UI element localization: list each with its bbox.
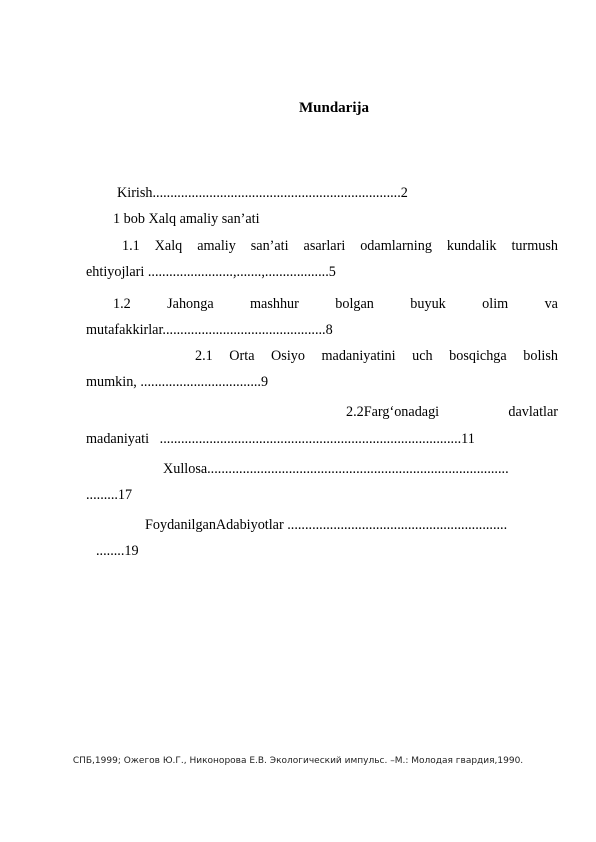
toc-entry-chapter-1: 1 bob Xalq amaliy san’ati [113,211,260,227]
toc-word: buyuk [410,296,446,312]
toc-word: 1.1 [122,238,140,254]
toc-entry-2-2-line1 [346,404,558,420]
toc-word: madaniyatini [321,348,396,364]
toc-word: Jahonga [167,296,214,312]
toc-entry-2-1-line2: mumkin, ..................................9 [86,374,269,390]
toc-word: 2.2Farg‘onadagi [346,404,440,420]
toc-word: bolish [523,348,558,364]
toc-entry-2-2-line2: madaniyati .....................................................................................11 [86,431,475,447]
toc-word: 1.2 [113,296,131,312]
toc-word: Osiyo [271,348,305,364]
toc-word: olim [482,296,509,312]
toc-entry-2-1-line1 [195,348,558,364]
toc-word: turmush [511,238,558,254]
toc-entry-xulosa-line1: Xullosa..................................................................................... [163,461,509,477]
toc-word: amaliy [197,238,236,254]
toc-word: bosqichga [449,348,507,364]
toc-entry-1-2-line1 [113,296,558,312]
toc-entry-kirish: Kirish......................................................................2 [117,185,408,201]
toc-entry-xulosa-line2: .........17 [86,487,133,503]
toc-word: asarlari [303,238,346,254]
toc-word: 2.1 [195,348,213,364]
toc-entry-1-1-line1 [122,238,558,254]
toc-word: va [544,296,558,312]
toc-word: Xalq [154,238,183,254]
toc-entry-1-2-line2: mutafakkirlar..............................................8 [86,322,333,338]
toc-entry-adabiyot-line2: ........19 [96,543,139,559]
footer-reference: СПБ,1999; Ожегов Ю.Г., Никонорова Е.В. Экологический импульс. –М.: Молодая гвардия,1990. [72,756,524,766]
toc-word: uch [412,348,433,364]
toc-word: Orta [229,348,255,364]
toc-entry-adabiyot-line1: FoydanilganAdabiyotlar .............................................................. [145,517,508,533]
toc-word: san’ati [250,238,289,254]
toc-word: kundalik [446,238,497,254]
toc-word: davlatlar [508,404,558,420]
toc-word: bolgan [335,296,374,312]
page-title: Mundarija [298,100,369,116]
toc-word: odamlarning [360,238,432,254]
toc-word: mashhur [250,296,299,312]
toc-entry-1-1-line2: ehtiyojlari ........................,.......,..................5 [86,264,336,280]
